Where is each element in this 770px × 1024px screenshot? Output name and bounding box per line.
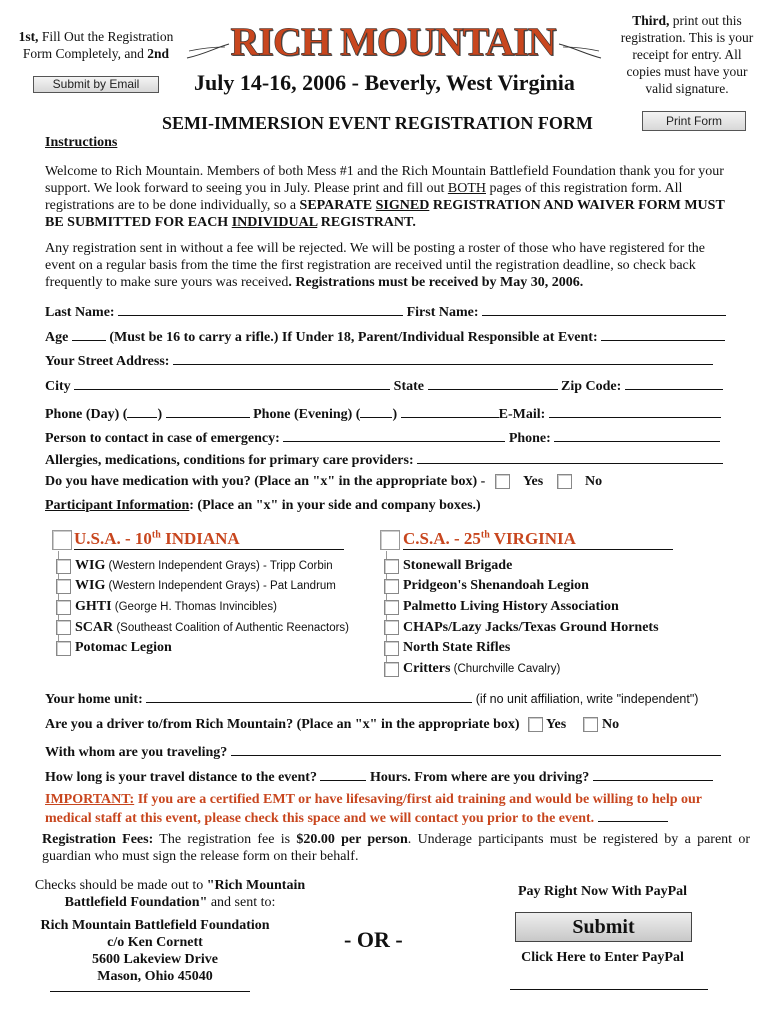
csa-company-checkbox-4[interactable] bbox=[384, 620, 399, 635]
usa-title-a: U.S.A. - 10 bbox=[74, 529, 152, 548]
right-note-text1: print out this bbox=[669, 13, 742, 28]
left-note-lead: 1st, bbox=[18, 29, 39, 44]
p2-text-b: . Registrations must be received by May 30, 2006. bbox=[288, 275, 584, 290]
usa-company-checkbox-5[interactable] bbox=[56, 641, 71, 656]
submit-by-email-button[interactable]: Submit by Email bbox=[33, 76, 159, 93]
emergency-phone-field[interactable] bbox=[554, 428, 720, 442]
p1-bold3: REGISTRANT. bbox=[317, 215, 416, 230]
driving-from-field[interactable] bbox=[593, 767, 713, 781]
usa-company-4: SCAR (Southeast Coalition of Authentic Reenactors) bbox=[75, 620, 350, 635]
driver-yes-checkbox[interactable] bbox=[528, 717, 543, 732]
paypal-heading: Pay Right Now With PayPal bbox=[517, 884, 688, 899]
fees-amount: $20.00 per person bbox=[296, 832, 408, 847]
emergency-field[interactable] bbox=[283, 428, 505, 442]
p1-text-b: pages of this registration form. All registrations are to be done individually, so a bbox=[45, 181, 683, 213]
address-line-3: 5600 Lakeview Drive bbox=[92, 952, 218, 967]
csa-title bbox=[403, 529, 673, 550]
checks-text-a: Checks should be made out to bbox=[34, 878, 207, 893]
checks-note bbox=[20, 877, 320, 911]
home-unit-row bbox=[45, 689, 698, 708]
important-text: If you are a certified EMT or have lifesaving/first aid training and would be willing to help our medical staff at this event, please check this space and we will contact you prior to the event. bbox=[45, 792, 702, 826]
fees-lead: Registration Fees: bbox=[42, 832, 154, 847]
usa-company-3: GHTI (George H. Thomas Invincibles) bbox=[75, 599, 277, 614]
p1-individual: INDIVIDUAL bbox=[231, 215, 318, 230]
email-label: E-Mail: bbox=[498, 407, 546, 422]
allergies-field[interactable] bbox=[417, 450, 723, 464]
usa-company-1: WIG (Western Independent Grays) - Tripp Corbin bbox=[75, 558, 333, 573]
csa-company-checkbox-2[interactable] bbox=[384, 579, 399, 594]
traveling-with-field[interactable] bbox=[231, 742, 721, 756]
important-notice bbox=[45, 791, 725, 827]
csa-company-6: Critters (Churchville Cavalry) bbox=[403, 661, 561, 676]
usa-company-checkbox-3[interactable] bbox=[56, 600, 71, 615]
allergies-label: Allergies, medications, conditions for primary care providers: bbox=[45, 453, 414, 468]
driver-row bbox=[45, 717, 520, 733]
usa-company-2: WIG (Western Independent Grays) - Pat Landrum bbox=[75, 578, 336, 593]
checks-text-c: and sent to: bbox=[207, 895, 276, 910]
usa-side-checkbox[interactable] bbox=[52, 530, 72, 550]
instructions-paragraph-1 bbox=[45, 163, 735, 231]
fees-text-a: The registration fee is bbox=[153, 832, 297, 847]
right-note-text4: copies must have your bbox=[626, 64, 748, 79]
emt-field[interactable] bbox=[598, 808, 668, 822]
participant-info-row bbox=[45, 498, 481, 514]
right-note-lead: Third, bbox=[632, 13, 670, 28]
medication-label: Do you have medication with you? (Place an "x" in the appropriate box) - bbox=[45, 474, 486, 489]
city-row bbox=[45, 376, 723, 395]
driver-no-label: No bbox=[602, 717, 620, 732]
city-field[interactable] bbox=[74, 376, 390, 390]
usa-title bbox=[74, 529, 344, 550]
p1-signed: SIGNED bbox=[375, 198, 430, 213]
medication-row bbox=[45, 474, 485, 490]
age-field[interactable] bbox=[72, 327, 106, 341]
driver-label: Are you a driver to/from Rich Mountain? (Place an "x" in the appropriate box) bbox=[45, 717, 520, 732]
csa-company-3: Palmetto Living History Association bbox=[403, 599, 619, 614]
street-row bbox=[45, 351, 713, 370]
name-row bbox=[45, 302, 726, 321]
signature-line-right bbox=[510, 989, 708, 990]
p2-text-a: Any registration sent in without a fee will be rejected. We will be posting a roster of those who have registered for the event on a regular basis from the time the first registration are received until the registration deadline, so check back frequently to make sure yours was received bbox=[45, 241, 705, 290]
form-title: SEMI-IMMERSION EVENT REGISTRATION FORM bbox=[162, 113, 593, 133]
or-separator: - OR - bbox=[344, 927, 403, 952]
home-unit-field[interactable] bbox=[146, 689, 472, 703]
address-line-2: c/o Ken Cornett bbox=[107, 935, 203, 950]
instructions-heading: Instructions bbox=[45, 135, 118, 150]
csa-company-checkbox-3[interactable] bbox=[384, 600, 399, 615]
phone-day-label: Phone (Day) ( bbox=[45, 407, 128, 422]
p1-bold2: REGISTRATION AND WAIVER FORM MUST BE SUBMITTED FOR EACH bbox=[45, 198, 725, 230]
medication-yes-label: Yes bbox=[523, 474, 544, 489]
zip-label: Zip Code: bbox=[561, 379, 622, 394]
event-line: July 14-16, 2006 - Beverly, West Virginia bbox=[194, 70, 575, 95]
distance-label: How long is your travel distance to the event? bbox=[45, 770, 317, 785]
logo bbox=[185, 18, 603, 66]
distance-row bbox=[45, 767, 713, 786]
csa-title-b: VIRGINIA bbox=[489, 529, 576, 548]
csa-company-checkbox-5[interactable] bbox=[384, 641, 399, 656]
hours-label: Hours. From where are you driving? bbox=[369, 770, 590, 785]
left-note-text2: Form Completely, and bbox=[22, 46, 148, 61]
driver-no-checkbox[interactable] bbox=[583, 717, 598, 732]
csa-side-checkbox[interactable] bbox=[380, 530, 400, 550]
csa-company-4: CHAPs/Lazy Jacks/Texas Ground Hornets bbox=[403, 620, 659, 635]
emergency-label: Person to contact in case of emergency: bbox=[45, 431, 280, 446]
medication-no-label: No bbox=[585, 474, 603, 489]
driver-yes-label: Yes bbox=[546, 717, 567, 732]
medication-no-checkbox[interactable] bbox=[557, 474, 572, 489]
csa-title-sup: th bbox=[480, 529, 490, 541]
usa-title-b: INDIANA bbox=[160, 529, 240, 548]
csa-company-checkbox-6[interactable] bbox=[384, 662, 399, 677]
last-name-label: Last Name: bbox=[45, 305, 115, 320]
csa-company-checkbox-1[interactable] bbox=[384, 559, 399, 574]
checks-payee: "Rich Mountain Battlefield Foundation" bbox=[64, 878, 306, 910]
print-form-button[interactable]: Print Form bbox=[642, 111, 746, 131]
csa-company-1: Stonewall Brigade bbox=[403, 558, 513, 573]
instructions-paragraph-2 bbox=[45, 240, 735, 291]
usa-company-checkbox-2[interactable] bbox=[56, 579, 71, 594]
paypal-submit-button[interactable]: Submit bbox=[515, 912, 692, 942]
participant-info-label: Participant Information bbox=[45, 498, 190, 513]
phone-row: Phone (Day) ( ) Phone (Evening) ( ) E-Mail: bbox=[45, 404, 721, 423]
usa-company-5: Potomac Legion bbox=[75, 640, 172, 655]
emergency-row bbox=[45, 428, 720, 447]
hours-field[interactable] bbox=[320, 767, 366, 781]
last-name-field[interactable] bbox=[118, 302, 403, 316]
first-name-label: First Name: bbox=[406, 305, 479, 320]
phone-day-field[interactable] bbox=[166, 404, 250, 418]
p1-text-a: Welcome to Rich Mountain. Members of both Mess #1 and the Rich Mountain Battlefield Foundation thank you for your support. We look forward to seeing you in July. Please print and fill out bbox=[45, 164, 724, 196]
signature-line-left bbox=[50, 991, 250, 992]
important-lead: IMPORTANT: bbox=[45, 792, 135, 807]
usa-company-checkbox-4[interactable] bbox=[56, 620, 71, 635]
phone-evening-field[interactable] bbox=[401, 404, 499, 418]
right-note-text2: registration. This is your bbox=[620, 30, 754, 45]
logo-text: RICH MOUNTAIN bbox=[230, 19, 556, 64]
usa-title-sup: th bbox=[151, 529, 161, 541]
phone-evening-area-field[interactable] bbox=[360, 404, 392, 418]
p1-bold1: SEPARATE bbox=[299, 198, 376, 213]
left-note-text1: Fill Out the Registration bbox=[38, 29, 174, 44]
age-label: Age bbox=[45, 330, 69, 345]
city-label: City bbox=[45, 379, 71, 394]
first-name-field[interactable] bbox=[482, 302, 726, 316]
phone-evening-label: Phone (Evening) ( bbox=[253, 407, 361, 422]
right-note-text3: receipt for entry. All bbox=[632, 47, 742, 62]
zip-field[interactable] bbox=[625, 376, 723, 390]
csa-company-5: North State Rifles bbox=[403, 640, 511, 655]
home-unit-label: Your home unit: bbox=[45, 692, 143, 707]
medication-yes-checkbox[interactable] bbox=[495, 474, 510, 489]
participant-info-note: : (Place an "x" in your side and company boxes.) bbox=[189, 498, 481, 513]
csa-company-2: Pridgeon's Shenandoah Legion bbox=[403, 578, 589, 593]
street-field[interactable] bbox=[173, 351, 713, 365]
p1-both: BOTH bbox=[447, 181, 486, 196]
fees-text-b: . Underage participants must be registered by a parent or guardian who must sign the release form on their behalf. bbox=[42, 832, 750, 864]
csa-title-a: C.S.A. - 25 bbox=[403, 529, 481, 548]
age-note: (Must be 16 to carry a rifle.) If Under 18, Parent/Individual Responsible at Event: bbox=[109, 330, 598, 345]
header-right-note bbox=[606, 12, 768, 97]
address-line-4: Mason, Ohio 45040 bbox=[97, 969, 213, 984]
emergency-phone-label: Phone: bbox=[508, 431, 551, 446]
phone-day-area-field[interactable] bbox=[127, 404, 157, 418]
registration-fees bbox=[42, 831, 750, 865]
home-unit-note: (if no unit affiliation, write "independent") bbox=[475, 692, 699, 706]
left-note-second: 2nd bbox=[147, 46, 170, 61]
address-line-1: Rich Mountain Battlefield Foundation bbox=[40, 918, 270, 933]
mailing-address bbox=[30, 917, 280, 985]
traveling-with-row bbox=[45, 742, 721, 761]
responsible-adult-field[interactable] bbox=[601, 327, 725, 341]
state-label: State bbox=[393, 379, 424, 394]
street-label: Your Street Address: bbox=[45, 354, 170, 369]
paypal-link[interactable]: Click Here to Enter PayPal bbox=[521, 950, 684, 965]
email-field[interactable] bbox=[549, 404, 721, 418]
usa-company-checkbox-1[interactable] bbox=[56, 559, 71, 574]
age-row bbox=[45, 327, 725, 346]
allergies-row bbox=[45, 450, 723, 469]
right-note-text5: valid signature. bbox=[645, 81, 729, 96]
state-field[interactable] bbox=[428, 376, 558, 390]
traveling-with-label: With whom are you traveling? bbox=[45, 745, 228, 760]
header-left-note bbox=[10, 28, 182, 62]
